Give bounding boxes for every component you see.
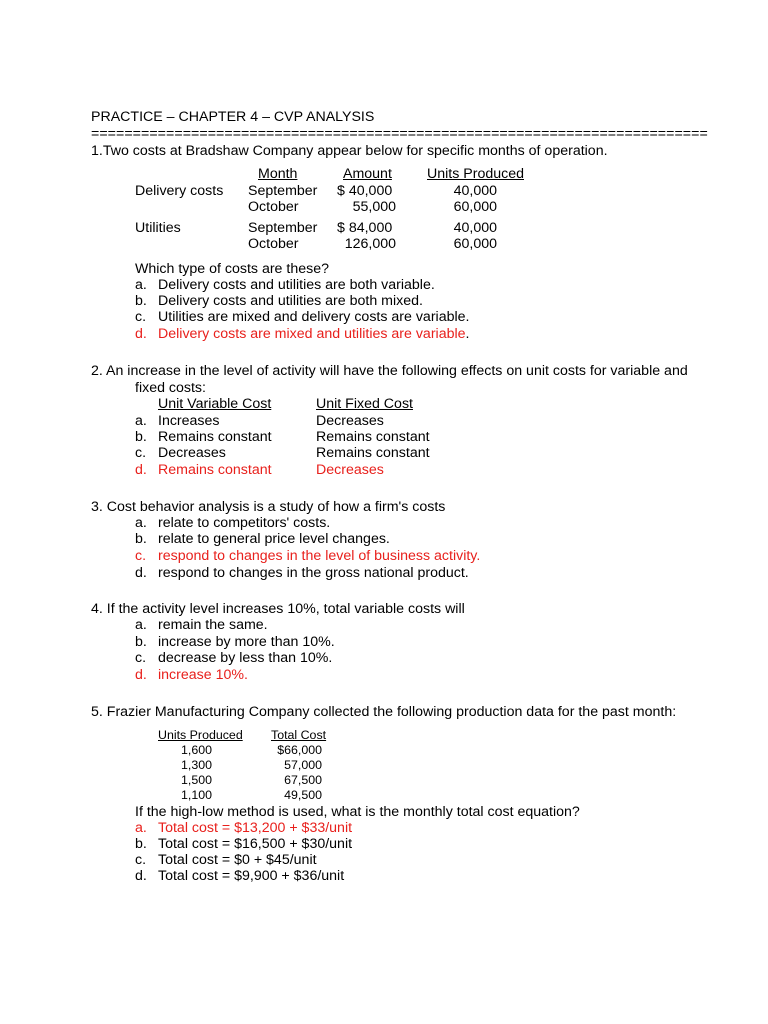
option-variable: Remains constant bbox=[158, 429, 272, 445]
option-letter: c. bbox=[135, 650, 147, 666]
question-3-text: 3. Cost behavior analysis is a study of how a firm's costs bbox=[91, 499, 446, 515]
option-text: increase 10%. bbox=[158, 667, 248, 683]
option-text: Delivery costs are mixed and utilities are variable bbox=[158, 326, 466, 342]
option-text: respond to changes in the level of business activity. bbox=[158, 548, 481, 564]
q1-header-amount: Amount bbox=[343, 166, 392, 182]
q1-row-amount: 55,000 bbox=[352, 199, 396, 215]
option-text: Total cost = $9,900 + $36/unit bbox=[158, 868, 345, 884]
q1-row-units: 60,000 bbox=[453, 236, 497, 252]
question-2-text: 2. An increase in the level of activity will have the following effects on unit costs for variable and bbox=[91, 363, 688, 379]
q4-option-b bbox=[135, 634, 335, 651]
q1-option-d-answer bbox=[135, 326, 469, 343]
q5-row-cost: 49,500 bbox=[284, 788, 322, 802]
q2-option-a bbox=[135, 413, 220, 430]
q2-option-a-fixed: Decreases bbox=[316, 413, 384, 429]
q1-option-b bbox=[135, 293, 423, 310]
q1-row-amount: $ 40,000 bbox=[337, 183, 393, 199]
option-text: Utilities are mixed and delivery costs are variable. bbox=[158, 309, 470, 325]
option-text: remain the same. bbox=[158, 617, 268, 633]
q1-row-label: Delivery costs bbox=[135, 183, 224, 199]
q5-option-c bbox=[135, 852, 317, 869]
q2-option-b bbox=[135, 429, 272, 446]
q1-row-month: October bbox=[248, 236, 299, 252]
q1-row-label: Utilities bbox=[135, 220, 181, 236]
option-letter: c. bbox=[135, 548, 147, 564]
option-variable: Decreases bbox=[158, 445, 226, 461]
q3-option-a bbox=[135, 515, 330, 532]
option-letter: d. bbox=[135, 326, 147, 342]
q1-row-month: October bbox=[248, 199, 299, 215]
q3-option-b bbox=[135, 531, 390, 548]
option-letter: b. bbox=[135, 836, 147, 852]
q5-option-b bbox=[135, 836, 352, 853]
option-letter: c. bbox=[135, 309, 147, 325]
q5-option-d bbox=[135, 868, 344, 885]
q5-row-cost: $66,000 bbox=[277, 743, 322, 757]
q5-prompt: If the high-low method is used, what is the monthly total cost equation? bbox=[135, 804, 580, 820]
option-letter: d. bbox=[135, 565, 147, 581]
q2-option-b-fixed: Remains constant bbox=[316, 429, 430, 445]
q5-row-units: 1,500 bbox=[181, 773, 213, 787]
option-text: Total cost = $0 + $45/unit bbox=[158, 852, 317, 868]
q3-option-d bbox=[135, 565, 469, 582]
option-text: relate to general price level changes. bbox=[158, 531, 390, 547]
option-letter: d. bbox=[135, 462, 147, 478]
q1-row-amount: $ 84,000 bbox=[337, 220, 393, 236]
option-letter: c. bbox=[135, 852, 147, 868]
option-letter: b. bbox=[135, 531, 147, 547]
question-1-text: 1.Two costs at Bradshaw Company appear below for specific months of operation. bbox=[91, 143, 608, 159]
option-letter: d. bbox=[135, 868, 147, 884]
option-variable: Remains constant bbox=[158, 462, 272, 478]
q1-row-units: 60,000 bbox=[453, 199, 497, 215]
q2-header-variable: Unit Variable Cost bbox=[158, 396, 272, 412]
option-letter: a. bbox=[135, 820, 147, 836]
option-letter: c. bbox=[135, 445, 147, 461]
q1-row-units: 40,000 bbox=[453, 220, 497, 236]
q1-header-month: Month bbox=[258, 166, 298, 182]
q1-option-a bbox=[135, 277, 435, 294]
option-letter: b. bbox=[135, 429, 147, 445]
option-letter: b. bbox=[135, 634, 147, 650]
option-text: Delivery costs and utilities are both mixed. bbox=[158, 293, 423, 309]
q2-option-c-fixed: Remains constant bbox=[316, 445, 430, 461]
q5-row-units: 1,600 bbox=[181, 743, 213, 757]
question-4-text: 4. If the activity level increases 10%, total variable costs will bbox=[91, 601, 465, 617]
q3-option-c-answer bbox=[135, 548, 480, 565]
option-letter: a. bbox=[135, 413, 147, 429]
option-letter: a. bbox=[135, 277, 147, 293]
option-text: Total cost = $13,200 + $33/unit bbox=[158, 820, 353, 836]
option-letter: b. bbox=[135, 293, 147, 309]
q1-prompt: Which type of costs are these? bbox=[135, 261, 329, 277]
q4-option-d-answer bbox=[135, 667, 248, 684]
option-text: respond to changes in the gross national product. bbox=[158, 565, 469, 581]
page-title: PRACTICE – CHAPTER 4 – CVP ANALYSIS bbox=[91, 109, 375, 125]
q5-row-cost: 57,000 bbox=[284, 758, 322, 772]
q5-row-units: 1,300 bbox=[181, 758, 213, 772]
q2-option-d-fixed: Decreases bbox=[316, 462, 384, 478]
option-suffix: . bbox=[465, 326, 470, 342]
question-5-text: 5. Frazier Manufacturing Company collected the following production data for the past month: bbox=[91, 704, 677, 720]
option-text: increase by more than 10%. bbox=[158, 634, 335, 650]
option-text: Total cost = $16,500 + $30/unit bbox=[158, 836, 353, 852]
q1-option-c bbox=[135, 309, 469, 326]
q1-row-month: September bbox=[248, 183, 318, 199]
q2-option-c bbox=[135, 445, 226, 462]
q1-header-units: Units Produced bbox=[427, 166, 524, 182]
option-letter: d. bbox=[135, 667, 147, 683]
q2-header-fixed: Unit Fixed Cost bbox=[316, 396, 413, 412]
q4-option-a bbox=[135, 617, 268, 634]
option-text: relate to competitors' costs. bbox=[158, 515, 331, 531]
q5-header-cost: Total Cost bbox=[271, 728, 327, 742]
q5-row-units: 1,100 bbox=[181, 788, 213, 802]
separator-line: ========================================================================== bbox=[91, 126, 708, 142]
q4-option-c bbox=[135, 650, 332, 667]
option-letter: a. bbox=[135, 515, 147, 531]
q5-option-a-answer bbox=[135, 820, 352, 837]
q5-row-cost: 67,500 bbox=[284, 773, 322, 787]
option-text: Delivery costs and utilities are both variable. bbox=[158, 277, 435, 293]
question-2-text-cont: fixed costs: bbox=[135, 380, 206, 396]
q5-header-units: Units Produced bbox=[158, 728, 243, 742]
q1-row-amount: 126,000 bbox=[344, 236, 396, 252]
option-letter: a. bbox=[135, 617, 147, 633]
q1-row-month: September bbox=[248, 220, 318, 236]
q1-row-units: 40,000 bbox=[453, 183, 497, 199]
option-text: decrease by less than 10%. bbox=[158, 650, 333, 666]
q2-option-d-answer bbox=[135, 462, 272, 479]
option-variable: Increases bbox=[158, 413, 220, 429]
